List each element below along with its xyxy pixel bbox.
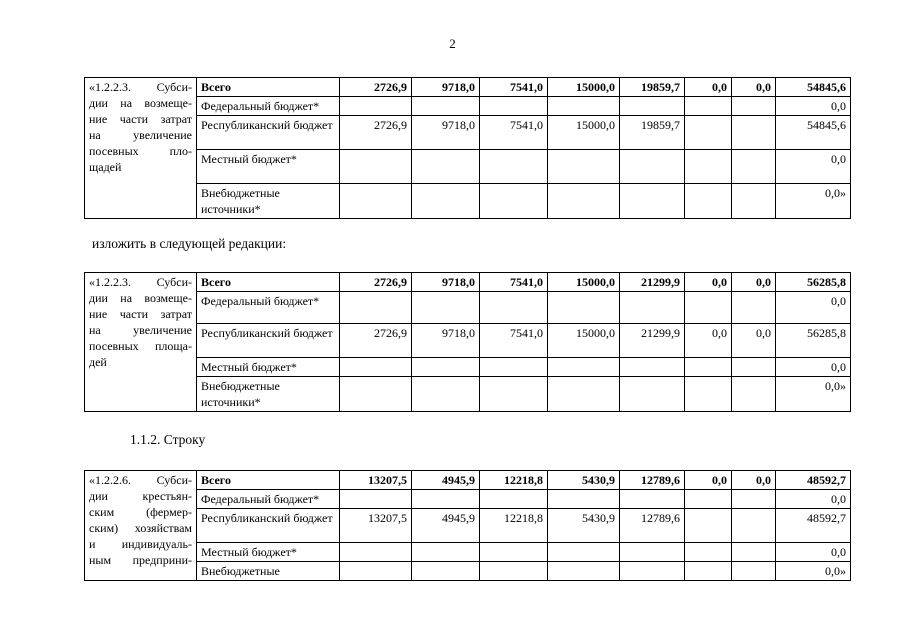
description-line: щадей [89,160,122,174]
year-value-cell [685,184,732,219]
year-value-cell [685,543,732,562]
year-value-cell: 0,0 [732,273,776,292]
year-value-cell [340,150,412,184]
table-row [85,490,851,509]
page-number: 2 [449,36,456,51]
total-value-cell: 0,0 [776,358,851,377]
year-value-cell [340,97,412,116]
year-value-cell [412,562,480,581]
year-value-cell [480,490,548,509]
year-value-cell: 2726,9 [340,273,412,292]
total-value-cell: 56285,8 [776,273,851,292]
year-value-cell [620,292,685,324]
year-value-cell [685,358,732,377]
year-value-cell [340,543,412,562]
year-value-cell [732,358,776,377]
activity-description [85,471,197,581]
funding-source-label: Республиканский бюджет [197,509,340,543]
year-value-cell [412,543,480,562]
year-value-cell [732,97,776,116]
year-value-cell: 4945,9 [412,471,480,490]
description-line: ским (фермер- [89,505,192,519]
year-value-cell [340,490,412,509]
total-value-cell: 0,0 [776,97,851,116]
description-line: дии на возмеще- [89,291,192,305]
total-value-cell: 54845,6 [776,116,851,150]
year-value-cell [340,562,412,581]
year-value-cell [548,97,620,116]
description-line: на увеличение [89,323,192,337]
funding-source-label: Местный бюджет* [197,150,340,184]
total-value-cell: 48592,7 [776,471,851,490]
table-row [85,150,851,184]
year-value-cell [732,150,776,184]
year-value-cell [620,490,685,509]
year-value-cell: 12789,6 [620,471,685,490]
budget-table-new [84,272,851,412]
instruction-text: изложить в следующей редакции: [92,236,287,251]
year-value-cell: 5430,9 [548,471,620,490]
total-value-cell: 48592,7 [776,509,851,543]
year-value-cell: 12218,8 [480,509,548,543]
year-value-cell: 0,0 [685,471,732,490]
year-value-cell [685,562,732,581]
description-line: ным предприни- [89,553,192,567]
year-value-cell: 19859,7 [620,116,685,150]
year-value-cell: 0,0 [685,78,732,97]
year-value-cell [732,116,776,150]
year-value-cell [548,358,620,377]
year-value-cell [620,377,685,412]
funding-source-label: Федеральный бюджет* [197,490,340,509]
year-value-cell [340,292,412,324]
year-value-cell [732,377,776,412]
table-row [85,97,851,116]
year-value-cell: 9718,0 [412,78,480,97]
year-value-cell [685,150,732,184]
budget-table-old [84,77,851,219]
year-value-cell: 2726,9 [340,78,412,97]
funding-source-label: Республиканский бюджет [197,324,340,358]
year-value-cell [685,377,732,412]
total-value-cell: 0,0 [776,490,851,509]
funding-source-label: Республиканский бюджет [197,116,340,150]
total-value-cell: 0,0» [776,562,851,581]
description-line: посевных пло- [89,144,192,158]
activity-description [85,273,197,412]
year-value-cell: 15000,0 [548,273,620,292]
table-row [85,116,851,150]
year-value-cell [412,377,480,412]
total-value-cell: 0,0 [776,150,851,184]
year-value-cell [480,377,548,412]
year-value-cell [480,292,548,324]
year-value-cell [548,377,620,412]
year-value-cell [620,358,685,377]
year-value-cell: 0,0 [685,273,732,292]
year-value-cell [548,184,620,219]
year-value-cell: 5430,9 [548,509,620,543]
total-value-cell: 0,0» [776,377,851,412]
year-value-cell [620,97,685,116]
year-value-cell: 2726,9 [340,324,412,358]
year-value-cell [412,150,480,184]
table-row [85,324,851,358]
table-row [85,78,851,97]
year-value-cell [685,116,732,150]
description-line: «1.2.2.3. Субси- [89,275,192,289]
description-line: посевных площа- [89,339,192,353]
description-line: дии на возмеще- [89,96,192,110]
year-value-cell: 2726,9 [340,116,412,150]
year-value-cell [412,358,480,377]
year-value-cell [685,509,732,543]
description-line: ние части затрат [89,307,192,321]
description-line: дей [89,355,107,369]
year-value-cell [340,377,412,412]
year-value-cell [620,543,685,562]
section-heading: 1.1.2. Строку [130,432,206,447]
description-line: дии крестьян- [89,489,192,503]
year-value-cell [732,292,776,324]
year-value-cell: 9718,0 [412,324,480,358]
year-value-cell [732,509,776,543]
table-row [85,471,851,490]
activity-description [85,78,197,219]
year-value-cell [685,292,732,324]
year-value-cell [412,490,480,509]
year-value-cell: 13207,5 [340,471,412,490]
year-value-cell: 12789,6 [620,509,685,543]
year-value-cell: 13207,5 [340,509,412,543]
funding-source-label: Всего [197,273,340,292]
description-line: «1.2.2.6. Субси- [89,473,192,487]
table-row [85,377,851,412]
year-value-cell [732,490,776,509]
year-value-cell: 9718,0 [412,273,480,292]
year-value-cell [548,292,620,324]
year-value-cell [480,184,548,219]
year-value-cell [340,184,412,219]
total-value-cell: 0,0» [776,184,851,219]
funding-source-label: Федеральный бюджет* [197,97,340,116]
table-row [85,273,851,292]
description-line: на увеличение [89,128,192,142]
year-value-cell [480,97,548,116]
year-value-cell [480,150,548,184]
funding-source-label: Внебюджетные источники* [197,377,340,412]
total-value-cell: 54845,6 [776,78,851,97]
description-line: «1.2.2.3. Субси- [89,80,192,94]
year-value-cell: 19859,7 [620,78,685,97]
table-row [85,543,851,562]
year-value-cell: 7541,0 [480,324,548,358]
funding-source-label: Местный бюджет* [197,358,340,377]
total-value-cell: 56285,8 [776,324,851,358]
year-value-cell: 21299,9 [620,273,685,292]
budget-table-row-1226 [84,470,851,581]
year-value-cell [620,150,685,184]
year-value-cell [548,150,620,184]
total-value-cell: 0,0 [776,292,851,324]
year-value-cell: 15000,0 [548,324,620,358]
year-value-cell: 4945,9 [412,509,480,543]
year-value-cell [685,97,732,116]
year-value-cell [732,184,776,219]
funding-source-label: Всего [197,78,340,97]
year-value-cell: 15000,0 [548,116,620,150]
description-line: ние части затрат [89,112,192,126]
year-value-cell: 7541,0 [480,78,548,97]
year-value-cell [732,543,776,562]
funding-source-label: Внебюджетные источники* [197,184,340,219]
year-value-cell: 21299,9 [620,324,685,358]
year-value-cell: 12218,8 [480,471,548,490]
year-value-cell: 0,0 [732,324,776,358]
table-row [85,509,851,543]
year-value-cell [480,358,548,377]
year-value-cell [732,562,776,581]
year-value-cell: 7541,0 [480,116,548,150]
year-value-cell: 0,0 [685,324,732,358]
table-row [85,292,851,324]
year-value-cell [340,358,412,377]
description-line: ским) хозяйствам [89,521,192,535]
year-value-cell [412,292,480,324]
year-value-cell: 7541,0 [480,273,548,292]
year-value-cell [412,184,480,219]
total-value-cell: 0,0 [776,543,851,562]
year-value-cell [620,562,685,581]
year-value-cell [548,490,620,509]
year-value-cell: 0,0 [732,78,776,97]
table-row [85,562,851,581]
description-line: и индивидуаль- [89,537,192,551]
funding-source-label: Местный бюджет* [197,543,340,562]
year-value-cell: 9718,0 [412,116,480,150]
table-row [85,184,851,219]
funding-source-label: Внебюджетные [197,562,340,581]
year-value-cell: 15000,0 [548,78,620,97]
year-value-cell [480,543,548,562]
year-value-cell: 0,0 [732,471,776,490]
funding-source-label: Всего [197,471,340,490]
year-value-cell [480,562,548,581]
funding-source-label: Федеральный бюджет* [197,292,340,324]
year-value-cell [620,184,685,219]
year-value-cell [548,562,620,581]
year-value-cell [685,490,732,509]
table-row [85,358,851,377]
year-value-cell [548,543,620,562]
year-value-cell [412,97,480,116]
